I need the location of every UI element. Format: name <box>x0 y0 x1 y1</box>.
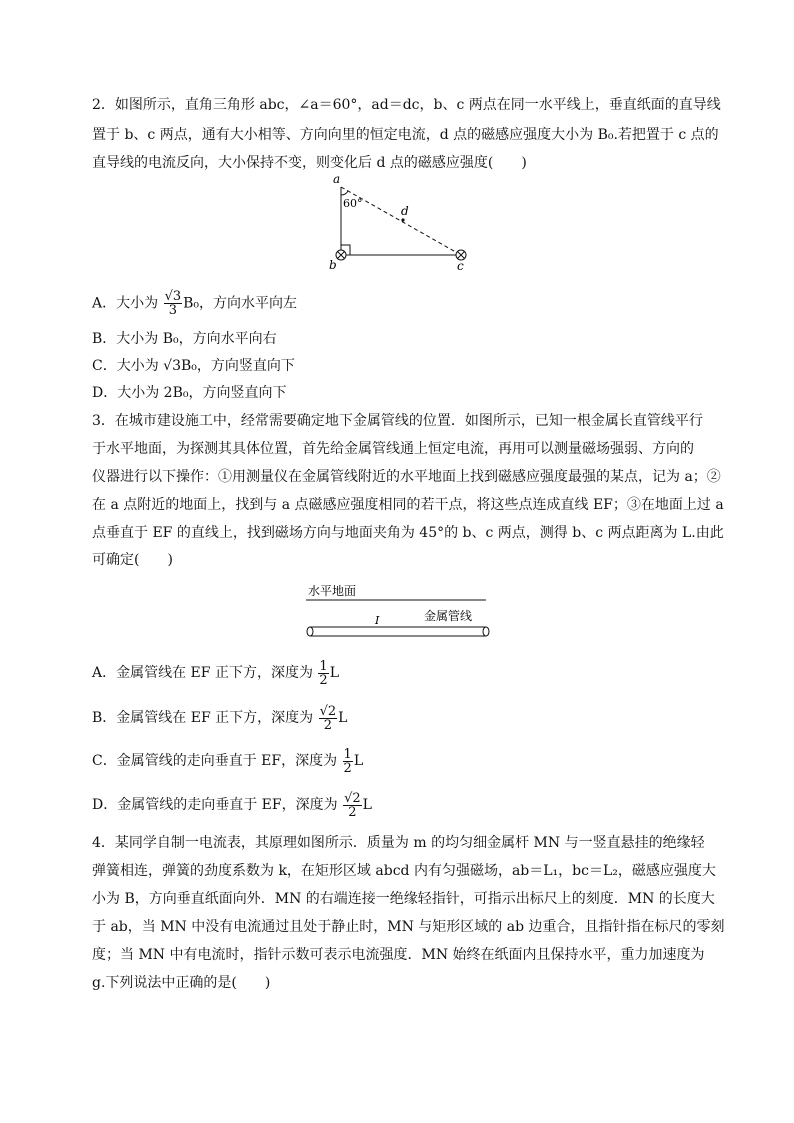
q2-triangle-figure <box>325 165 475 275</box>
q2-option-d: D．大小为 2B₀，方向竖直向下 <box>92 385 287 401</box>
q3-line-3: 仪器进行以下操作：①用测量仪在金属管线附近的水平地面上找到磁感应强度最强的某点，记为 a；② <box>92 469 721 485</box>
q3-line-5: 点垂直于 EF 的直线上，找到磁场方向与地面夹角为 45°的 b、c 两点，测得 b、c 两点距离为 L.由此 <box>92 525 724 541</box>
q3-line-1: 3．在城市建设施工中，经常需要确定地下金属管线的位置．如图所示，已知一根金属长直管线平行 <box>92 413 703 429</box>
q2-line-1: 2．如图所示，直角三角形 abc，∠a＝60°，ad＝dc，b、c 两点在同一水平线上，垂直纸面的直导线 <box>92 97 721 113</box>
q3-option-d: D．金属管线的走向垂直于 EF，深度为 $\frac{√2}{2}$ L <box>92 790 372 820</box>
q4-line-6: g.下列说法中正确的是( ) <box>92 975 271 991</box>
current-label: I <box>375 614 380 627</box>
metal-pipe <box>310 627 486 636</box>
label-d: d <box>401 204 409 218</box>
q3-option-b: B．金属管线在 EF 正下方，深度为 $\frac{√2}{2}$ L <box>92 703 348 733</box>
q2-line-2: 置于 b、c 两点，通有大小相等、方向向里的恒定电流，d 点的磁感应强度大小为 B₀.若把置于 c 点的 <box>92 127 719 143</box>
label-a: a <box>333 172 341 186</box>
q3-option-a: A．金属管线在 EF 正下方，深度为 $\frac{1}{2}$ L <box>92 658 339 688</box>
q4-line-4: 于 ab，当 MN 中没有电流通过且处于静止时，MN 与矩形区域的 ab 边重合，且指针指在标尺的零刻 <box>92 919 725 935</box>
q4-line-3: 小为 B，方向垂直纸面向外．MN 的右端连接一绝缘轻指针，可指示出标尺上的刻度．MN 的长度大 <box>92 891 715 907</box>
q3-line-6: 可确定( ) <box>92 552 173 568</box>
q3-pipe-figure <box>300 580 500 642</box>
label-angle: 60° <box>343 197 363 210</box>
q4-line-1: 4．某同学自制一电流表，其原理如图所示．质量为 m 的均匀细金属杆 MN 与一竖直悬挂的绝缘轻 <box>92 835 705 851</box>
q2-option-c: C．大小为 √3B₀，方向竖直向下 <box>92 358 295 374</box>
q3-line-4: 在 a 点附近的地面上，找到与 a 点磁感应强度相同的若干点，将这些点连成直线 EF；③在地面上过 a <box>92 497 724 513</box>
ground-label: 水平地面 <box>308 584 357 598</box>
q2-line-3: 直导线的电流反向，大小保持不变，则变化后 d 点的磁感应强度( ) <box>92 155 527 171</box>
q4-line-2: 弹簧相连，弹簧的劲度系数为 k，在矩形区域 abcd 内有匀强磁场，ab＝L₁，bc＝L₂，磁感应强度大 <box>92 863 716 879</box>
q2-option-a: A．大小为 $\frac{√3}{3}$ B₀，方向水平向左 <box>92 289 298 318</box>
q2-option-b: B．大小为 B₀，方向水平向右 <box>92 331 277 347</box>
label-c: c <box>457 259 464 273</box>
angle-arc <box>341 191 348 195</box>
q3-option-c: C．金属管线的走向垂直于 EF，深度为 $\frac{1}{2}$ L <box>92 746 364 776</box>
pipe-label: 金属管线 <box>424 609 473 623</box>
q3-line-2: 于水平地面，为探测其具体位置，首先给金属管线通上恒定电流，再用可以测量磁场强弱、方向的 <box>92 441 694 457</box>
q4-line-5: 度；当 MN 中有电流时，指针示数可表示电流强度．MN 始终在纸面内且保持水平，重力加速度为 <box>92 947 705 963</box>
point-d <box>401 218 404 221</box>
label-b: b <box>329 258 337 272</box>
